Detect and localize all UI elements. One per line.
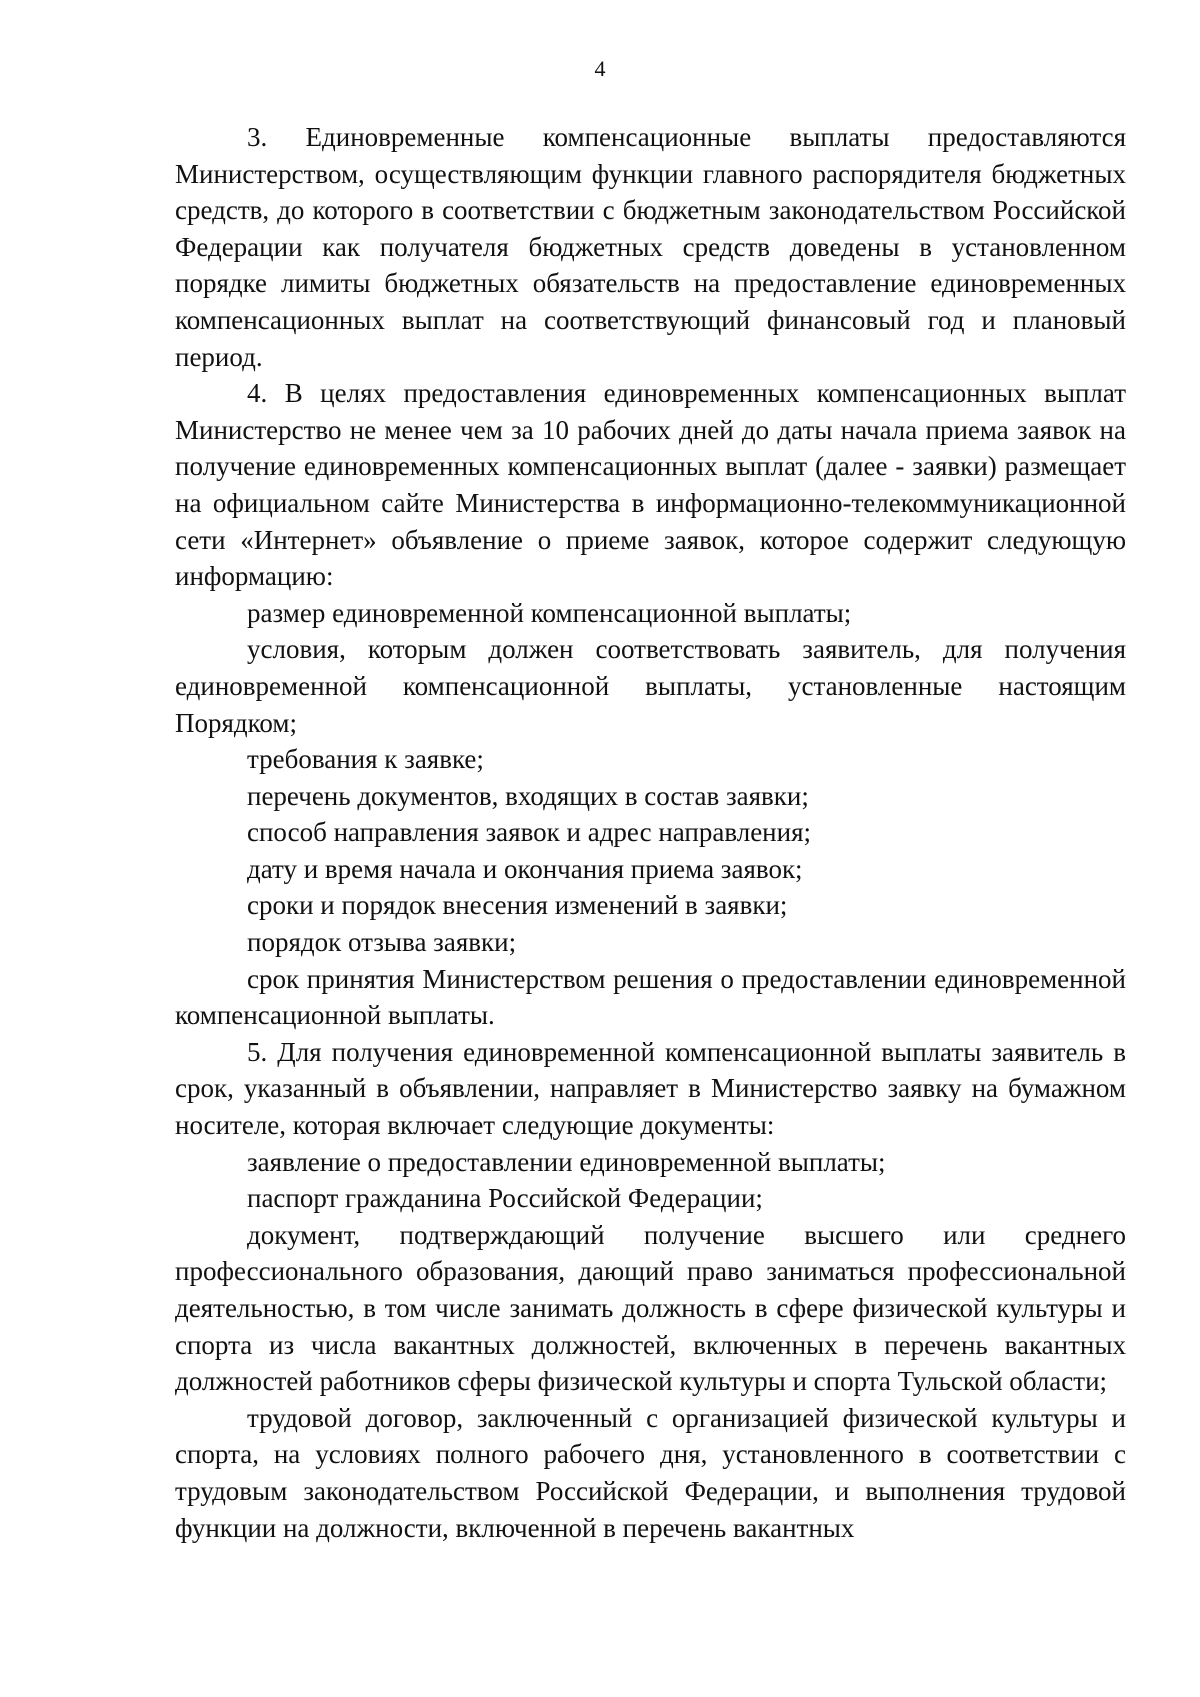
list-item: размер единовременной компенсационной выплаты;: [247, 597, 852, 628]
list-item: сроки и порядок внесения изменений в заявки;: [247, 890, 788, 921]
list-item: дату и время начала и окончания приема заявок;: [247, 853, 803, 884]
paragraph-3-funding: 3. Единовременные компенсационные выплаты предоставляются Министерством, осуществляющим функции главного распорядителя бюджетных средств, до которого в соответствии с бюджетным законодательством Российской Федерации как получателя бюджетных средств доведены в установленном порядке лимиты бюджетных обязательств на предоставление единовременных компенсационных выплат на соответствующий финансовый год и плановый период.: [175, 122, 1126, 372]
list-item: документ, подтверждающий получение высшего или среднего профессионального образования, дающий право заниматься профессиональной деятельностью, в том числе занимать должность в сфере физической культуры и спорта из числа вакантных должностей, включенных в перечень вакантных должностей работников сферы физической культуры и спорта Тульской области;: [175, 1219, 1126, 1397]
list-item: срок принятия Министерством решения о предоставлении единовременной компенсационной выплаты.: [175, 963, 1126, 1031]
list-item: условия, которым должен соответствовать заявитель, для получения единовременной компенсационной выплаты, установленные настоящим Порядком;: [175, 634, 1126, 738]
list-item: требования к заявке;: [247, 744, 484, 775]
list-item: трудовой договор, заключенный с организацией физической культуры и спорта, на условиях полного рабочего дня, установленного в соответствии с трудовым законодательством Российской Федерации, и выполнения трудовой функции на должности, включенной в перечень вакантных: [175, 1402, 1126, 1543]
list-item: порядок отзыва заявки;: [247, 927, 517, 958]
page-number: 4: [594, 56, 606, 81]
list-item: перечень документов, входящих в состав заявки;: [247, 780, 809, 811]
paragraph-5-application: 5. Для получения единовременной компенсационной выплаты заявитель в срок, указанный в объявлении, направляет в Министерство заявку на бумажном носителе, которая включает следующие документы:: [175, 1036, 1126, 1141]
list-item: паспорт гражданина Российской Федерации;: [247, 1183, 763, 1214]
list-item: заявление о предоставлении единовременной выплаты;: [247, 1146, 886, 1177]
document-body: [175, 119, 1126, 1546]
list-item: способ направления заявок и адрес направления;: [247, 817, 811, 848]
paragraph-4-announcement: 4. В целях предоставления единовременных компенсационных выплат Министерство не менее чем за 10 рабочих дней до даты начала приема заявок на получение единовременных компенсационных выплат (далее - заявки) размещает на официальном сайте Министерства в информационно-телекоммуникационной сети «Интернет» объявление о приеме заявок, которое содержит следующую информацию:: [175, 378, 1126, 592]
